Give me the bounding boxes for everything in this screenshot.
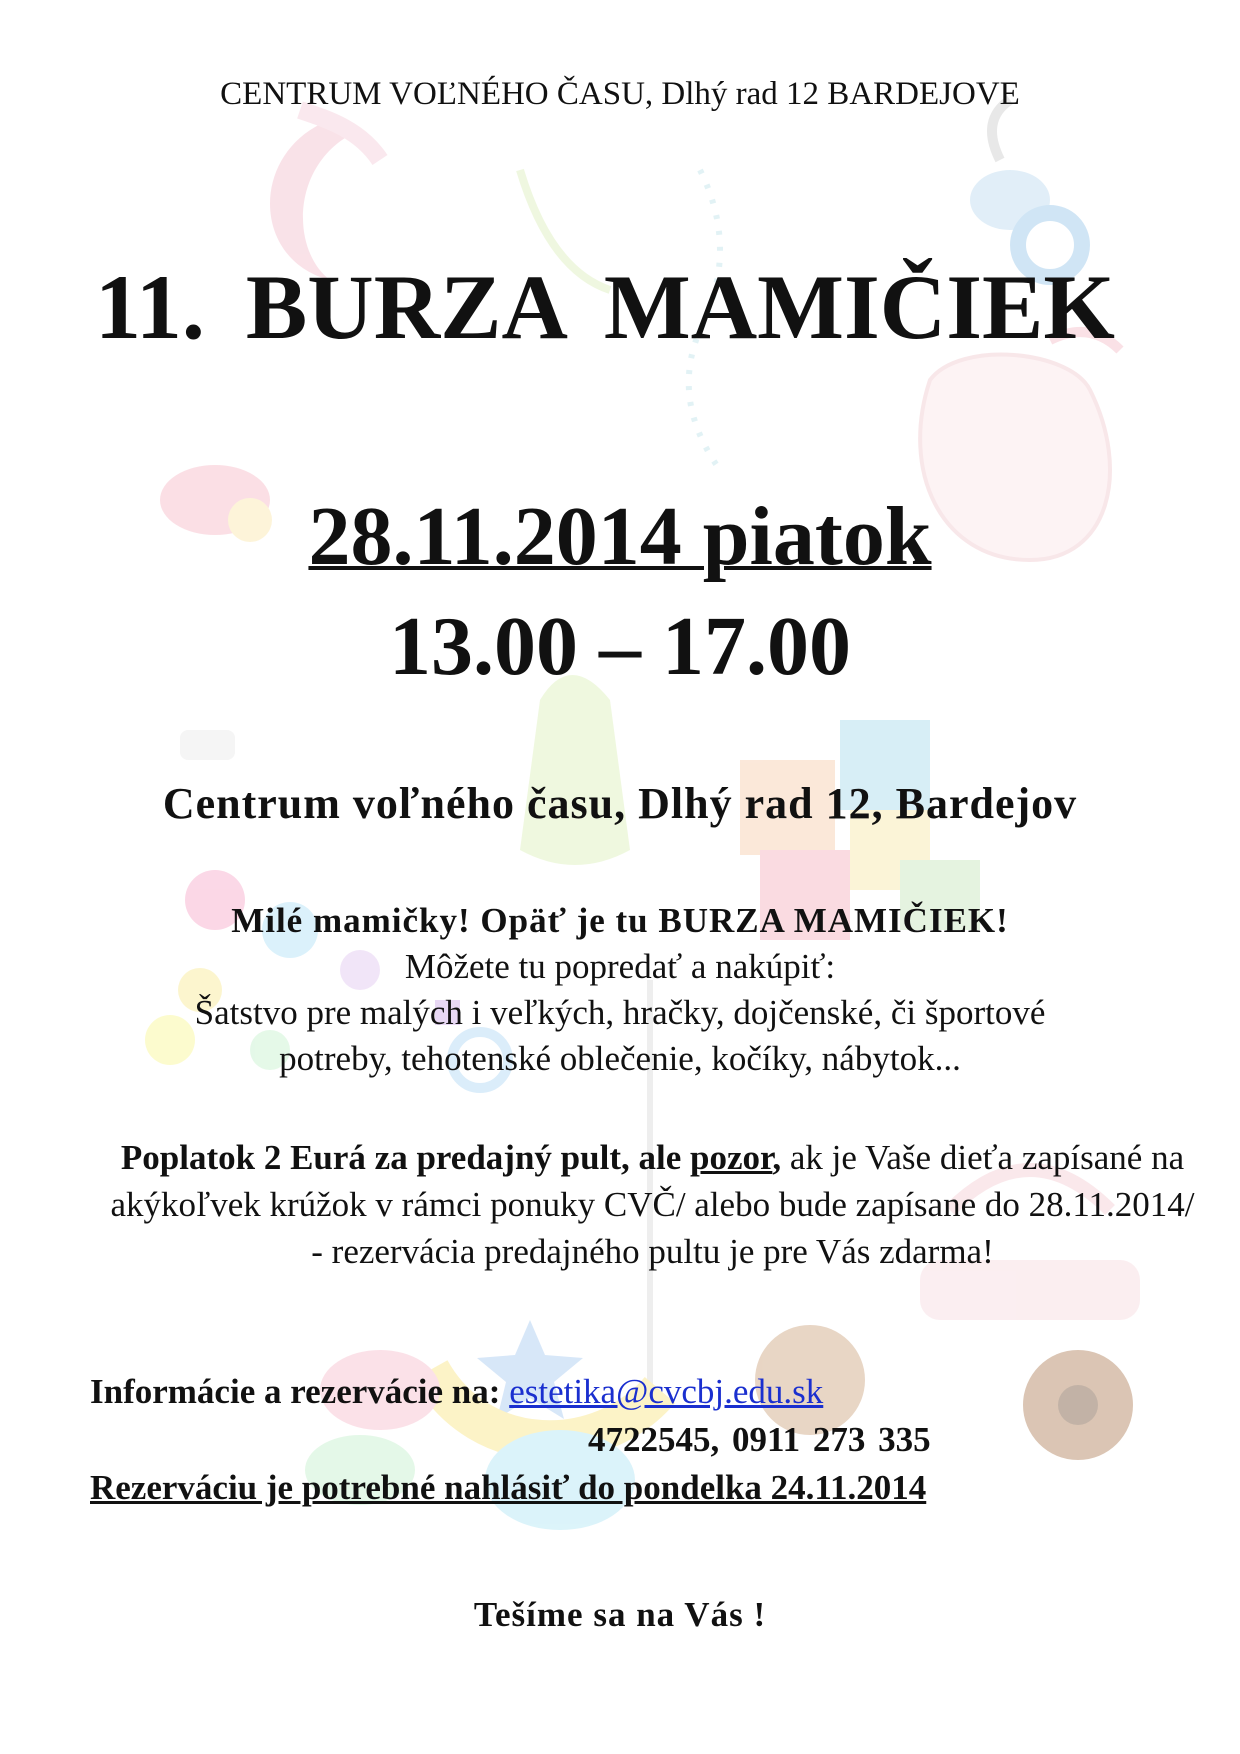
reservation-deadline: Rezerváciu je potrebné nahlásiť do pondelka 24.11.2014 xyxy=(90,1468,927,1507)
fee-comma: , xyxy=(772,1138,782,1177)
intro-line: potreby, tehotenské oblečenie, kočíky, nábytok... xyxy=(279,1039,961,1078)
intro-lead: Milé mamičky! Opäť je tu BURZA MAMIČIEK! xyxy=(231,901,1009,940)
event-title: 11. BURZA MAMIČIEK xyxy=(95,256,1115,358)
intro-paragraph xyxy=(100,898,1140,1082)
event-date xyxy=(0,488,1240,585)
event-date-text: 28.11.2014 piatok xyxy=(308,490,932,583)
organization-header: CENTRUM VOĽNÉHO ČASU, Dlhý rad 12 BARDEJOVE xyxy=(220,76,1020,112)
contact-line xyxy=(90,1372,823,1412)
contact-label: Informácie a rezervácie na: xyxy=(90,1372,510,1411)
event-time: 13.00 – 17.00 xyxy=(389,600,851,693)
fee-details: ak je Vaše dieťa zapísané na akýkoľvek krúžok v rámci ponuky CVČ/ alebo bude zapísane do 28.11.2014/ - rezervácia predajného pultu je pre Vás zdarma! xyxy=(110,1138,1195,1271)
email-link[interactable]: estetika@cvcbj.edu.sk xyxy=(509,1372,824,1411)
fee-bold-start: Poplatok 2 Eurá za predajný pult, ale xyxy=(120,1138,691,1177)
contact-phones: 4722545, 0911 273 335 xyxy=(588,1420,931,1459)
warning-word: pozor xyxy=(690,1138,773,1177)
intro-line: Šatstvo pre malých i veľkých, hračky, dojčenské, či športové xyxy=(194,993,1046,1032)
event-venue: Centrum voľného času, Dlhý rad 12, Bardejov xyxy=(162,779,1078,828)
intro-line: Môžete tu popredať a nakúpiť: xyxy=(404,947,836,986)
fee-paragraph xyxy=(105,1134,1200,1275)
closing-text: Tešíme sa na Vás ! xyxy=(473,1595,767,1634)
